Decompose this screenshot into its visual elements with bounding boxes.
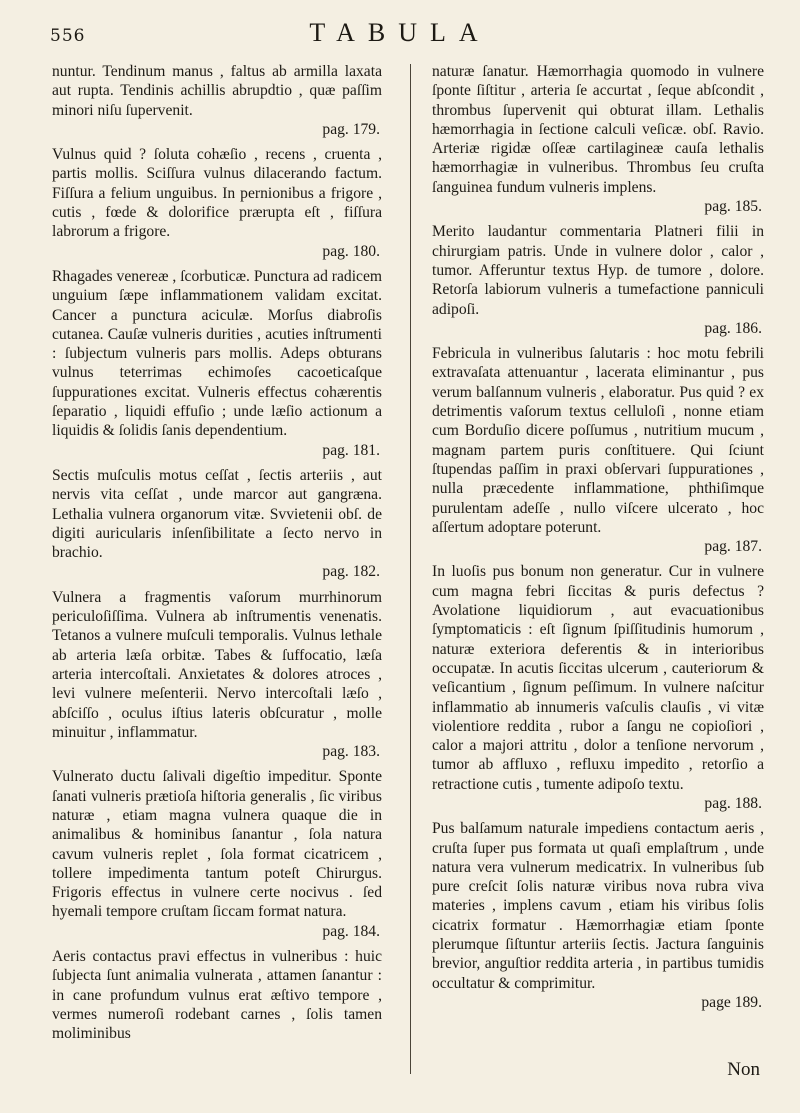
entry-text: Sectis muſculis motus ceſſat , ſectis arteriis , aut nervis vita ceſſat , unde marcor aut gangræna. Lethalia vulnera organorum vitæ. Svvietenii obſ. de digiti auricularis inſenſibilitate a ſecto nervo in brachio.: [52, 466, 382, 562]
entry-text: Febricula in vulneribus ſalutaris : hoc motu febrili extravaſata attenuantur , lacerata eliminantur , pus verum balſannum vulneris , elaboratur. Pus quid ? ex detrimentis vaſorum textus celluloſi , nonne etiam cum Borduſio dicere poſſumus , nutritium mucum , magnam partem puris conſtituere. Qui ſciunt ſtupendas paſſim in praxi obſervari ſuppurationes , nulla præcedente inflammatione, phthiſimque purulentam adeſſe , nullo viſcere ulcerato , hoc aſſertum adoptare poterunt.: [432, 345, 764, 536]
page-reference: pag. 182.: [322, 563, 380, 581]
page-reference: pag. 180.: [322, 242, 380, 260]
index-entry: [432, 562, 764, 813]
catchword: Non: [727, 1059, 760, 1080]
page-reference: pag. 179.: [322, 120, 380, 138]
page-reference: pag. 185.: [704, 198, 762, 216]
index-entry: [52, 267, 382, 460]
page-reference: pag. 181.: [322, 441, 380, 459]
index-entry: [52, 767, 382, 941]
index-entry: [432, 819, 764, 1012]
entry-text: Vulnerato ductu ſalivali digeſtio impeditur. Sponte ſanati vulneris prætioſa hiſtoria generalis , ſic viribus naturæ , etiam magna vulnera quaque die in animalibus & hominibus ſanantur , ſola natura cavum vulneris replet , ſola format cicatricem , tollere impedimenta tantum poteſt Chirurgus. Frigoris effectus in vulnere certe nocivus . ſed hyemali tempore cruſtam ſiccam format natura.: [52, 768, 382, 921]
running-title: TABULA: [309, 18, 491, 47]
page-reference: pag. 187.: [704, 538, 762, 556]
index-entry: [52, 62, 382, 139]
index-entry: [432, 222, 764, 338]
entry-text: naturæ ſanatur. Hæmorrhagia quomodo in vulnere ſponte ſiſtitur , arteria ſe accurtat , ſeque abſcondit , thrombus ſupervenit qui obturat illam. Lethalis hæmorrhagia in ſectione calculi veſicæ. obſ. Ravio. Arteriæ rigidæ oſſeæ cartilagineæ cauſa lethalis hæmorrhagiæ in vulneribus. Thrombus ſeu cruſta ſanguinea fundum vulneris implens.: [432, 63, 764, 196]
index-entry: [432, 344, 764, 556]
right-column: [432, 62, 764, 1018]
page-number: 556: [50, 26, 86, 46]
column-divider: [410, 64, 411, 1074]
index-entry: [52, 947, 382, 1043]
entry-text: Aeris contactus pravi effectus in vulneribus : huic ſubjecta ſunt animalia vulnerata , attamen ſanantur : in cane profundum vulnus erat æſtivo tempore , vermes numeroſi rodebant carnes , ſolis tamen moliminibus: [52, 948, 382, 1043]
entry-text: Merito laudantur commentaria Platneri filii in chirurgiam patris. Unde in vulnere dolor , calor , tumor. Afferuntur textus Hyp. de tumore , dolore. Retorſa labiorum vulneris a tumefactione panniculi adipoſi.: [432, 223, 764, 318]
left-column: [52, 62, 382, 1050]
index-entry: [52, 466, 382, 582]
entry-text: Rhagades venereæ , ſcorbuticæ. Punctura ad radicem unguium ſæpe inflammationem validam excitat. Cancer a punctura aciculæ. Morſus diabroſis cutanea. Cauſæ vulneris durities , acuties inſtrumenti : ſubjectum vulneris pars mollis. Adeps obturans vulnus teterrimas echimoſes cacoeticaſque ſuppurationes excitat. Vulneris effectus cohærentis ſeparatio , liquidi effuſio ; unde læſio actionum a liquidis & ſolidis ſanis dependentium.: [52, 267, 382, 440]
entry-text: Pus balſamum naturale impediens contactum aeris , cruſta ſuper pus formata ut quaſi emplaſtrum , unde natura vera vulnerum medicatrix. In vulneribus ſub pure creſcit ſolis naturæ viribus nova rubra viva materies , implens cavum , etiam his viribus ſolis cicatrix formatur . Hæmorrhagiæ etiam ſponte plerumque ſiſtuntur arteriis ſectis. Jactura ſanguinis brevior, anguſtior reddita arteria , in partibus tumidis occultatur & comprimitur.: [432, 820, 764, 992]
page-reference: pag. 184.: [322, 922, 380, 940]
entry-text: nuntur. Tendinum manus , faltus ab armilla laxata aut rupta. Tendinis achillis abrupdtio , quæ paſſim minori niſu ſupervenit.: [52, 63, 382, 119]
index-entry: [52, 145, 382, 261]
index-entry: [52, 588, 382, 762]
index-entry: [432, 62, 764, 216]
page-reference: pag. 183.: [322, 743, 380, 761]
entry-text: Vulnus quid ? ſoluta cohæſio , recens , cruenta , partis mollis. Sciſſura vulnus dilacerando factum. Fiſſura a felium unguibus. In pernionibus a frigore , cutis , fœde & dolorifice prærupta eſt , fiſſura labrorum a frigore.: [52, 146, 382, 241]
page-reference: pag. 188.: [704, 794, 762, 812]
entry-text: Vulnera a fragmentis vaſorum murrhinorum periculoſiſſima. Vulnera ab inſtrumentis venenatis. Tetanos a vulnere muſculi temporalis. Vulnus lethale ab arteria læſa orbitæ. Tabes & ſuffocatio, læſa arteria intercoſtali. Anxietates & dolores atroces , levi vulnere meſenterii. Nervo intercoſtali læſo , abſciſſo , oculus iſtius lateris obſcuratur , molle minuitur , inflammatur.: [52, 588, 382, 741]
page-reference: pag. 186.: [704, 319, 762, 337]
page-reference: page 189.: [701, 993, 762, 1011]
entry-text: In luoſis pus bonum non generatur. Cur in vulnere cum magna febri ſiccitas & puris defectus ? Avolatione liquidiorum , aut evacuationibus ſymptomaticis : eſt ſignum ſpiſſitudinis humorum , naturæ exteriora deferentis & in interioribus occupatæ. In acutis ſiccitas ulcerum , cauteriorum & veſicantium , ſignum peſſimum. In vulnere naſcitur inflammatio ab innumeris vaſculis clauſis , vi vitæ violentiore reddita , rubor a ſangu ne copioſiori , calor a majori attritu , dolor a tenſione nervorum , tumor ab affluxo , refluxu impedito , retorſio a retractione cutis , tumente adipoſo textu.: [432, 563, 764, 793]
